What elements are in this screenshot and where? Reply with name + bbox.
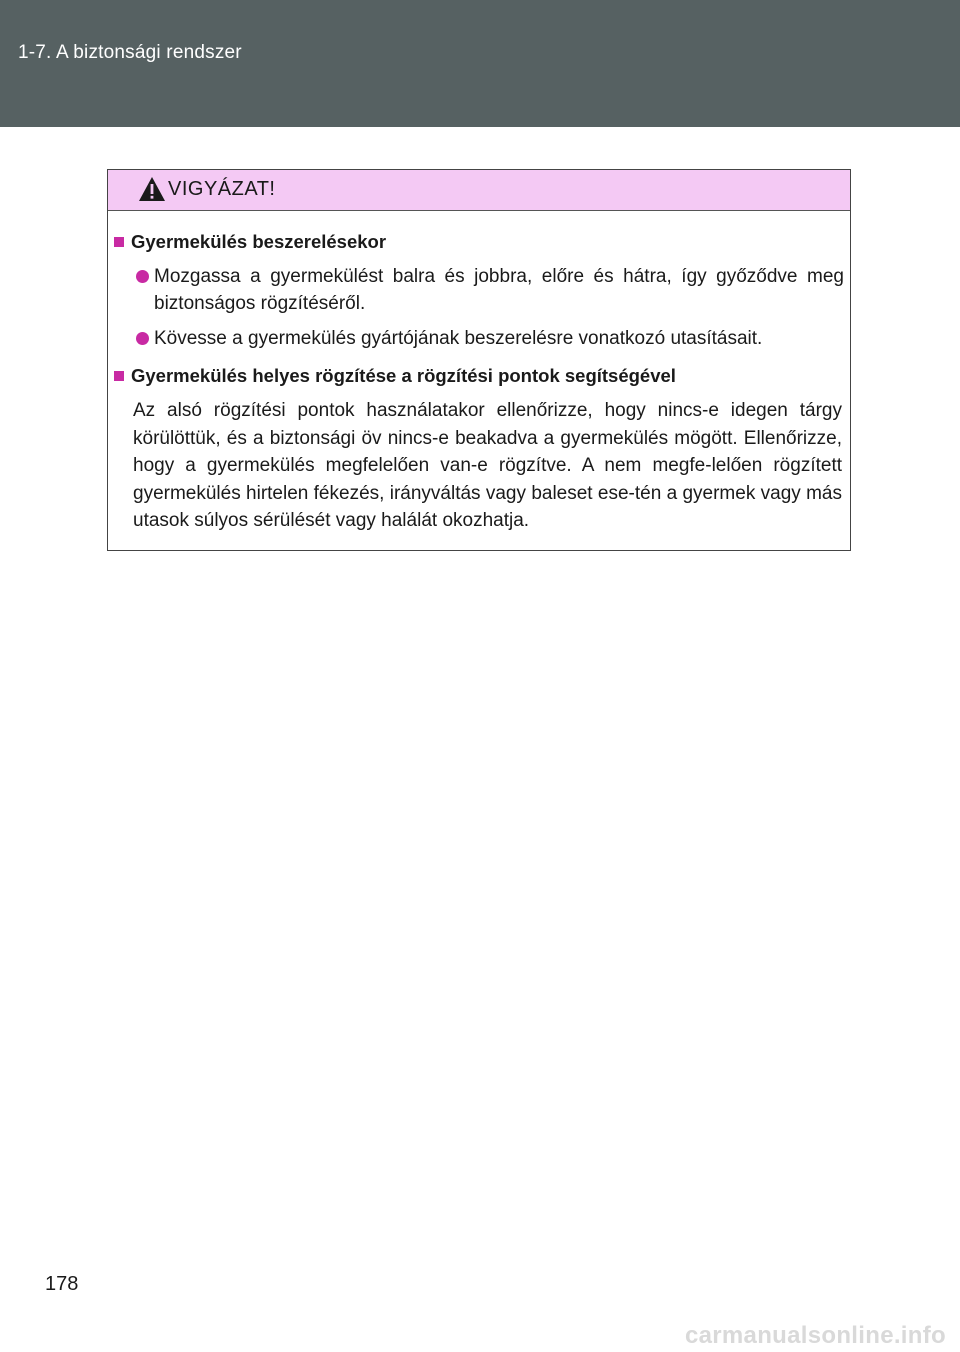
watermark: carmanualsonline.info [684,1322,946,1349]
header-bar [0,0,960,127]
section-heading-text: Gyermekülés beszerelésekor [131,231,387,252]
page-number: 178 [45,1273,79,1295]
section-heading-anchorage [114,365,676,387]
warning-title: VIGYÁZAT! [168,178,276,200]
list-item [136,325,844,352]
list-item [136,263,844,317]
warning-triangle-icon [137,174,167,204]
section-title: 1-7. A biztonsági rendszer [18,42,242,63]
section-heading-text: Gyermekülés helyes rögzítése a rögzítési pontok segítségével [131,365,676,386]
section-heading-installation [114,231,386,253]
round-bullet-icon [136,270,149,283]
warning-box [107,169,851,551]
list-item-text: Mozgassa a gyermekülést balra és jobbra, előre és hátra, így győződve meg biztonságos rögzítéséről. [154,266,844,314]
square-bullet-icon [114,371,124,381]
warning-header [108,170,850,211]
round-bullet-icon [136,332,149,345]
square-bullet-icon [114,237,124,247]
list-item-text: Kövesse a gyermekülés gyártójának beszerelésre vonatkozó utasításait. [154,328,763,349]
warning-paragraph: Az alsó rögzítési pontok használatakor ellenőrizze, hogy nincs-e idegen tárgy körülöttük, és a biztonsági öv nincs-e beakadva a gyermekülés mögött. Ellenőrizze, hogy a gyermekülés megfelelően van-e rögzítve. A nem megfe-lelően rögzített gyermekülés hirtelen fékezés, irányváltás vagy baleset ese-tén a gyermek vagy más utasok súlyos sérülését vagy halálát okozhatja. [133,400,842,531]
